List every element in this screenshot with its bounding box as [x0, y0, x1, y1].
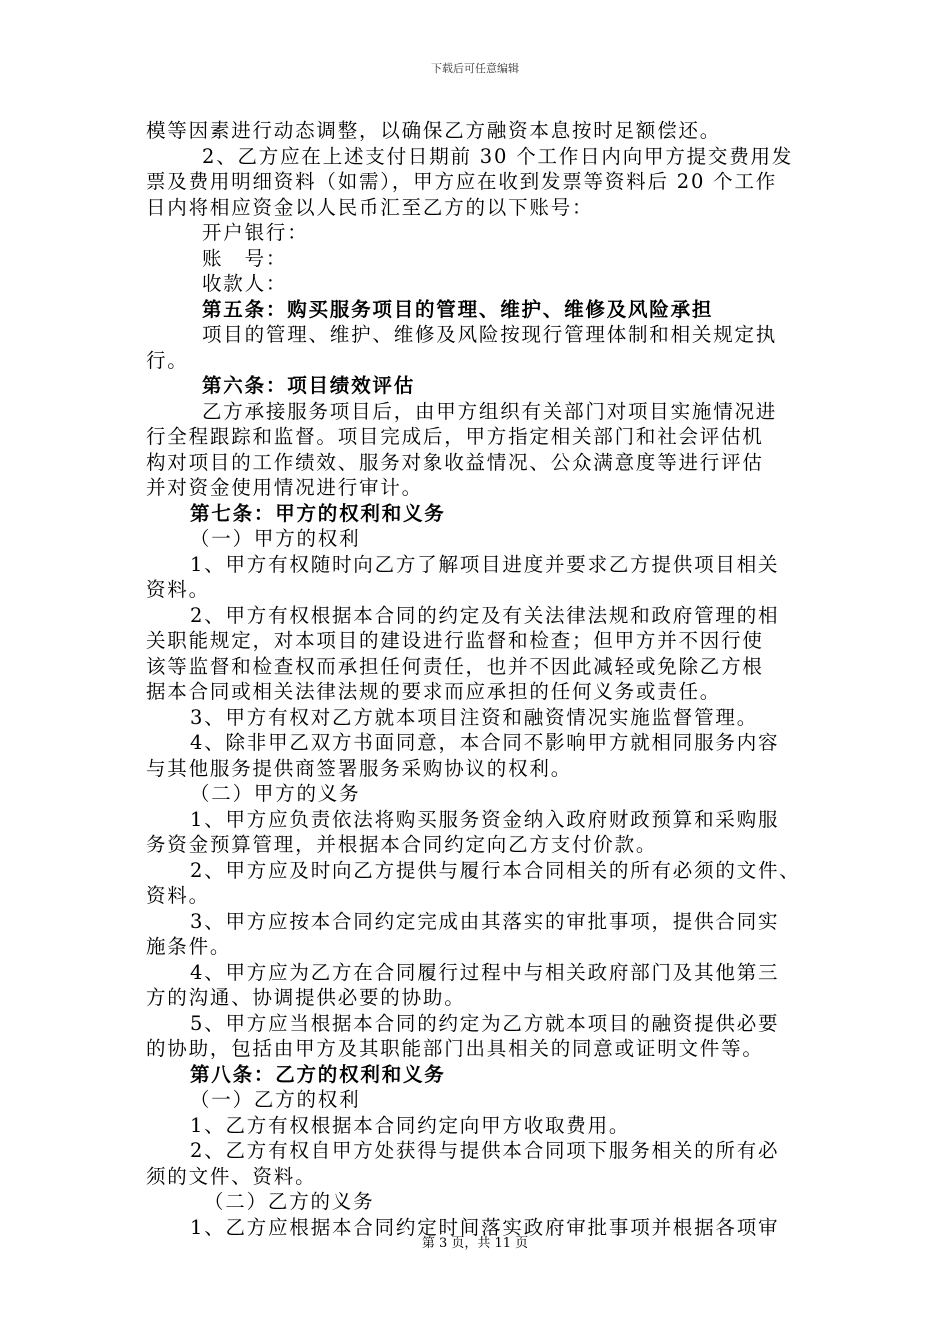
paragraph-line: 项目的管理、维护、维修及风险按现行管理体制和相关规定执: [202, 323, 778, 346]
paragraph-line: 2、乙方应在上述支付日期前 30 个工作日内向甲方提交费用发: [202, 144, 794, 168]
document-body: [146, 118, 818, 1240]
paragraph-line: 并对资金使用情况进行审计。: [146, 476, 423, 499]
paragraph-line: 与其他服务提供商签署服务采购协议的权利。: [146, 756, 573, 780]
paragraph-line: 该等监督和检查权而承担任何责任，也并不因此减轻或免除乙方根: [146, 654, 764, 678]
article-5-heading: 第五条：购买服务项目的管理、维护、维修及风险承担: [202, 297, 714, 321]
paragraph-line: 3、甲方有权对乙方就本项目注资和融资情况实施监督管理。: [190, 705, 759, 729]
paragraph-line: 5、甲方应当根据本合同的约定为乙方就本项目的融资提供必要: [190, 1011, 780, 1035]
paragraph-line: 2、甲方有权根据本合同的约定及有关法律法规和政府管理的相: [190, 603, 780, 627]
paragraph-line: 据本合同或相关法律法规的要求而应承担的任何义务或责任。: [146, 680, 722, 703]
paragraph-line: 构对项目的工作绩效、服务对象收益情况、公众满意度等进行评估: [146, 450, 764, 474]
account-field-label: 账 号：: [202, 246, 288, 270]
section-heading: （一）甲方的权利: [190, 527, 361, 550]
paragraph-line: 行全程跟踪和监督。项目完成后，甲方指定相关部门和社会评估机: [146, 425, 764, 448]
paragraph-line: 模等因素进行动态调整，以确保乙方融资本息按时足额偿还。: [146, 119, 722, 142]
paragraph-line: 施条件。: [146, 935, 232, 958]
article-6-heading: 第六条：项目绩效评估: [202, 374, 416, 397]
payee-field-label: 收款人：: [202, 272, 288, 295]
page-header: 下载后可任意编辑: [431, 62, 519, 75]
paragraph-line: 务资金预算管理，并根据本合同约定向乙方支付价款。: [146, 833, 658, 856]
paragraph-line: 方的沟通、协调提供必要的协助。: [146, 986, 466, 1009]
paragraph-line: 关职能规定，对本项目的建设进行监督和检查；但甲方并不因行使: [146, 629, 764, 652]
paragraph-line: 4、除非甲乙双方书面同意，本合同不影响甲方就相同服务内容: [190, 731, 780, 754]
article-7-heading: 第七条：甲方的权利和义务: [190, 501, 446, 525]
section-heading: （一）乙方的权利: [190, 1088, 361, 1111]
paragraph-line: 资料。: [146, 578, 210, 601]
paragraph-line: 行。: [146, 348, 189, 372]
article-8-heading: 第八条：乙方的权利和义务: [190, 1062, 446, 1086]
paragraph-line: 的协助，包括由甲方及其职能部门出具相关的同意或证明文件等。: [146, 1037, 764, 1060]
paragraph-line: 2、乙方有权自甲方处获得与提供本合同项下服务相关的所有必: [190, 1139, 780, 1162]
bank-field-label: 开户银行：: [202, 221, 309, 244]
paragraph-line: 1、乙方有权根据本合同约定向甲方收取费用。: [190, 1113, 631, 1137]
page-number-footer: 第 3 页，共 11 页: [421, 1236, 529, 1251]
paragraph-line: 1、甲方有权随时向乙方了解项目进度并要求乙方提供项目相关: [190, 552, 780, 576]
paragraph-line: 3、甲方应按本合同约定完成由其落实的审批事项，提供合同实: [190, 909, 780, 933]
paragraph-line: 票及费用明细资料（如需），甲方应在收到发票等资料后 20 个工作: [146, 170, 778, 193]
paragraph-line: 1、甲方应负责依法将购买服务资金纳入政府财政预算和采购服: [190, 807, 780, 831]
paragraph-line: 乙方承接服务项目后，由甲方组织有关部门对项目实施情况进: [202, 399, 778, 423]
paragraph-line: 资料。: [146, 884, 210, 907]
paragraph-line: 1、乙方应根据本合同约定时间落实政府审批事项并根据各项审: [190, 1215, 780, 1239]
section-heading: （二）甲方的义务: [190, 782, 361, 805]
paragraph-line: 4、甲方应为乙方在合同履行过程中与相关政府部门及其他第三: [190, 960, 780, 984]
paragraph-line: 2、甲方应及时向乙方提供与履行本合同相关的所有必须的文件、: [190, 858, 801, 882]
paragraph-line: 须的文件、资料。: [146, 1164, 317, 1188]
paragraph-line: 日内将相应资金以人民币汇至乙方的以下账号：: [146, 195, 594, 219]
section-heading: （二）乙方的义务: [204, 1190, 375, 1213]
